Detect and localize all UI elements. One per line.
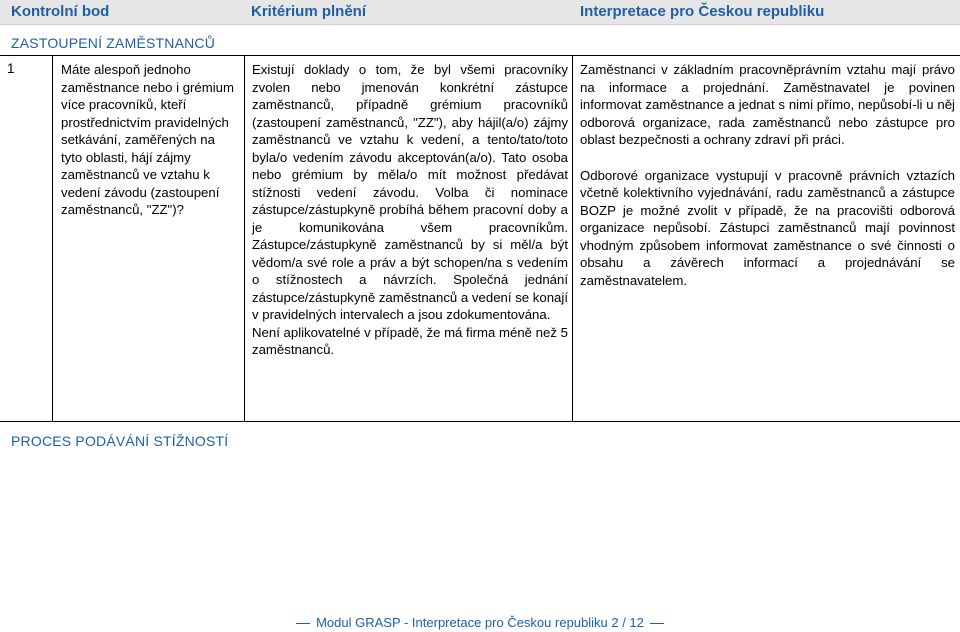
criterion-text: Existují doklady o tom, že byl všemi pracovníky zvolen nebo jmenován konkrétní zástupce zaměstnanců, případně grémium pracovníků (zastoupení zaměstnanců, "ZZ"), aby hájil(a/o) zájmy zaměstnanců ve vztahu k vedení, a tento/tato/toto byla/o vedením závodu akceptován(a/o). Tato osoba nebo grémium by měla/o mít možnost předávat stížnosti vedení závodu. Volba či nominace zástupce/zástupkyně probíhá během pracovní doby a je komunikována všem pracovníkům. Zástupce/zástupkyně zaměstnanců by si měl/a být vědom/a své role a práv a být schopen/na s vedením o stížnostech a návrzích. Společná jednání zástupce/zástupkyně zaměstnanců a vedení se konají v pravidelných intervalech a jsou zdokumentována. [252, 62, 568, 322]
footer-rule-left [296, 623, 310, 624]
table-header [0, 0, 960, 25]
criterion-note: Není aplikovatelné v případě, že má firma méně než 5 zaměstnanců. [252, 324, 568, 357]
control-point-question [61, 61, 239, 219]
header-criterion: Kritérium plnění [251, 3, 367, 20]
page-footer [0, 615, 960, 630]
header-interpretation: Interpretace pro Českou republiku [580, 3, 825, 20]
column-divider-2 [244, 55, 245, 421]
column-divider-3 [572, 55, 573, 421]
question-text: Máte alespoň jednoho zaměstnance nebo i grémium více pracovníků, kteří prostřednictvím pravidelných setkávání, zaměřených na tyto oblasti, hájí zájmy zaměstnanců ve vztahu k vedení závodu (zastoupení zaměstnanců, "ZZ")? [61, 62, 234, 217]
footer-rule-right [650, 623, 664, 624]
divider-bottom [0, 421, 960, 422]
footer-text: Modul GRASP - Interpretace pro Českou republiku 2 / 12 [316, 615, 644, 630]
interpretation-paragraph-2: Odborové organizace vystupují v pracovně právních vztazích včetně kolektivního vyjednávání, radu zaměstnanců a zástupce BOZP je možné zvolit v případě, že na pracovišti odborová organizace nepůsobí. Zástupci zaměstnanců mají povinnost vhodným způsobem informovat zaměstnance o své činnosti o obsahu a závěrech informací a projednávání se zaměstnavatelem. [580, 167, 955, 288]
section-title-employee-representation: ZASTOUPENÍ ZAMĚSTNANCŮ [11, 35, 216, 51]
interpretation-cell [580, 61, 955, 289]
criterion-cell [252, 61, 568, 359]
column-divider-1 [52, 55, 53, 421]
row-number: 1 [7, 61, 15, 76]
divider-top [0, 55, 960, 56]
section-title-complaints-process: PROCES PODÁVÁNÍ STÍŽNOSTÍ [11, 433, 229, 449]
interpretation-paragraph-1: Zaměstnanci v základním pracovněprávním vztahu mají právo na informace a projednání. Zaměstnavatel je povinen informovat zaměstnance a jednat s nimi přímo, nepůsobí-li u něj odborová organizace, rada zaměstnanců nebo zástupce pro oblast bezpečnosti a ochrany zdraví při práci. [580, 62, 955, 147]
header-control-point: Kontrolní bod [11, 3, 110, 20]
